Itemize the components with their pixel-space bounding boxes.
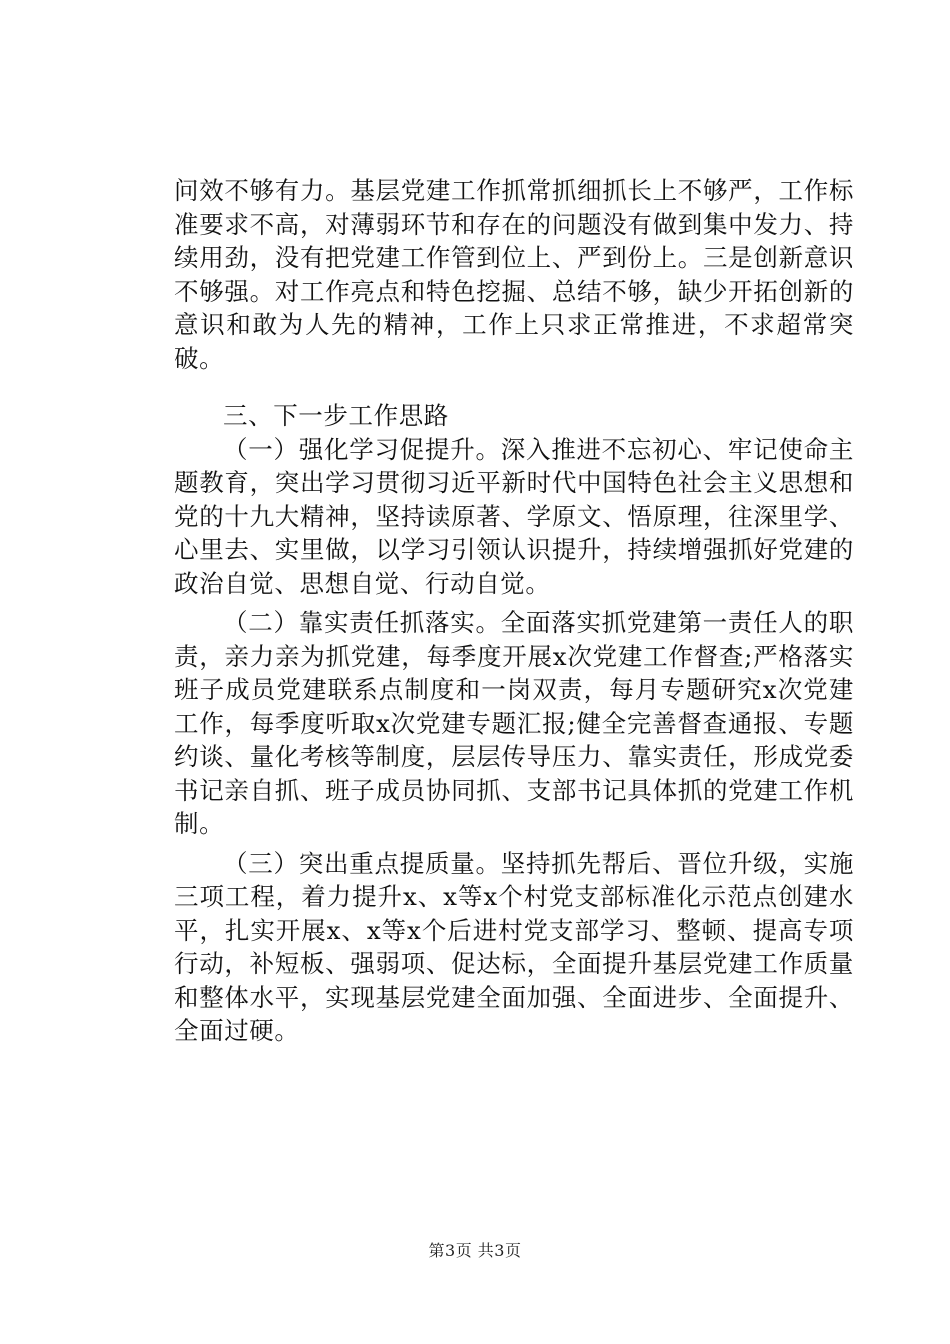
document-body — [174, 174, 854, 1048]
continued-paragraph: 问效不够有力。基层党建工作抓常抓细抓长上不够严，工作标准要求不高，对薄弱环节和存在的问题没有做到集中发力、持续用劲，没有把党建工作管到位上、严到份上。三是创新意识不够强。对工作亮点和特色挖掘、总结不够，缺少开拓创新的意识和敢为人先的精神，工作上只求正常推进，不求超常突破。 — [174, 176, 854, 373]
section-heading: 三、下一步工作思路 — [223, 401, 449, 430]
list-item-1: （一）强化学习促提升。深入推进不忘初心、牢记使命主题教育，突出学习贯彻习近平新时代中国特色社会主义思想和党的十九大精神，坚持读原著、学原文、悟原理，往深里学、心里去、实里做，以学习引领认识提升，持续增强抓好党建的政治自觉、思想自觉、行动自觉。 — [174, 434, 854, 598]
list-item-2: （二）靠实责任抓落实。全面落实抓党建第一责任人的职责，亲力亲为抓党建，每季度开展x次党建工作督查;严格落实班子成员党建联系点制度和一岗双责，每月专题研究x次党建工作，每季度听取x次党建专题汇报;健全完善督查通报、专题约谈、量化考核等制度，层层传导压力、靠实责任，形成党委书记亲自抓、班子成员协同抓、支部书记具体抓的党建工作机制。 — [174, 608, 854, 838]
page-footer: 第3页 共3页 — [428, 1241, 522, 1260]
list-item-3: （三）突出重点提质量。坚持抓先帮后、晋位升级，实施三项工程，着力提升x、x等x个村党支部标准化示范点创建水平，扎实开展x、x等x个后进村党支部学习、整顿、提高专项行动，补短板、强弱项、促达标，全面提升基层党建工作质量和整体水平，实现基层党建全面加强、全面进步、全面提升、全面过硬。 — [174, 848, 854, 1045]
